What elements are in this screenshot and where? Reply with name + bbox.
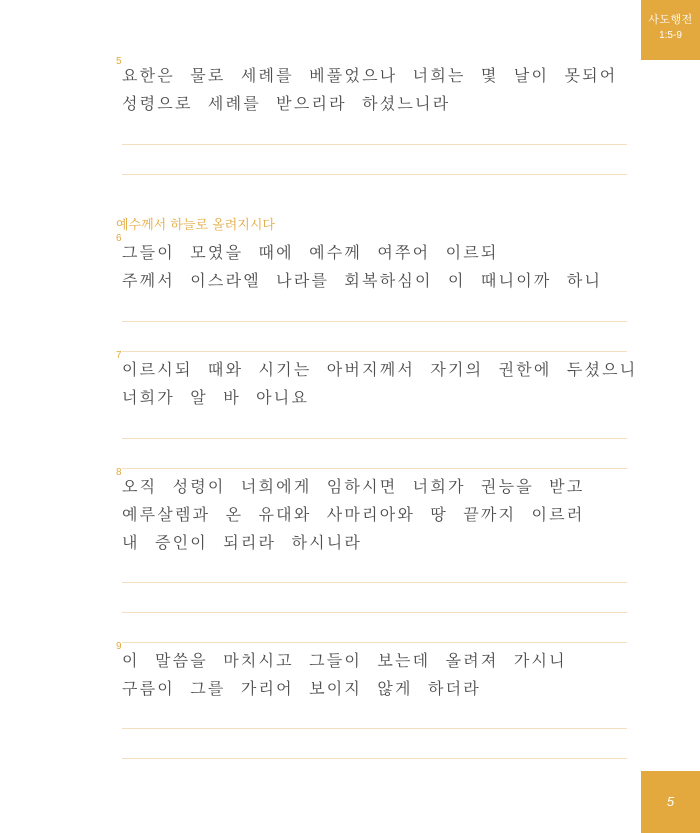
verse-range: 1:5-9 bbox=[659, 30, 682, 41]
writing-rule bbox=[122, 612, 627, 613]
section-heading: 예수께서 하늘로 올려지시다 bbox=[116, 218, 275, 233]
book-title: 사도행전 bbox=[648, 14, 693, 26]
verse-number: 9 bbox=[116, 641, 122, 652]
verse-number: 7 bbox=[116, 350, 122, 361]
writing-rule bbox=[122, 144, 627, 145]
writing-rule bbox=[122, 351, 627, 352]
verse-number: 5 bbox=[116, 56, 122, 67]
writing-rule bbox=[122, 758, 627, 759]
verse-6 bbox=[116, 233, 603, 295]
writing-rule bbox=[122, 438, 627, 439]
verse-line: 예루살렘과 온 유대와 사마리아와 땅 끝까지 이르러 bbox=[122, 505, 585, 524]
verse-line: 내 증인이 되리라 하시니라 bbox=[122, 533, 363, 552]
writing-rule bbox=[122, 582, 627, 583]
verse-line: 구름이 그를 가리어 보이지 않게 하더라 bbox=[122, 679, 481, 698]
verse-line: 이르시되 때와 시기는 아버지께서 자기의 권한에 두셨으니 bbox=[122, 360, 638, 379]
writing-rule bbox=[122, 728, 627, 729]
verse-line: 이 말씀을 마치시고 그들이 보는데 올려져 가시니 bbox=[122, 651, 567, 670]
writing-rule bbox=[122, 321, 627, 322]
verse-line: 요한은 물로 세례를 베풀었으나 너희는 몇 날이 못되어 bbox=[122, 66, 618, 85]
writing-rule bbox=[122, 468, 627, 469]
verse-7 bbox=[116, 350, 638, 412]
verse-number: 6 bbox=[116, 233, 122, 244]
verse-line: 성령으로 세례를 받으리라 하셨느니라 bbox=[122, 94, 451, 113]
verse-line: 너희가 알 바 아니요 bbox=[122, 388, 310, 407]
verse-line: 주께서 이스라엘 나라를 회복하심이 이 때니이까 하니 bbox=[122, 271, 603, 290]
verse-number: 8 bbox=[116, 467, 122, 478]
chapter-tab bbox=[641, 0, 700, 60]
verse-line: 오직 성령이 너희에게 임하시면 너희가 권능을 받고 bbox=[122, 477, 585, 496]
writing-rule bbox=[122, 642, 627, 643]
verse-line: 그들이 모였을 때에 예수께 여쭈어 이르되 bbox=[122, 243, 499, 262]
verse-9 bbox=[116, 641, 567, 703]
verse-5 bbox=[116, 56, 618, 118]
verse-8 bbox=[116, 467, 585, 557]
page-number: 5 bbox=[641, 771, 700, 833]
writing-rule bbox=[122, 174, 627, 175]
